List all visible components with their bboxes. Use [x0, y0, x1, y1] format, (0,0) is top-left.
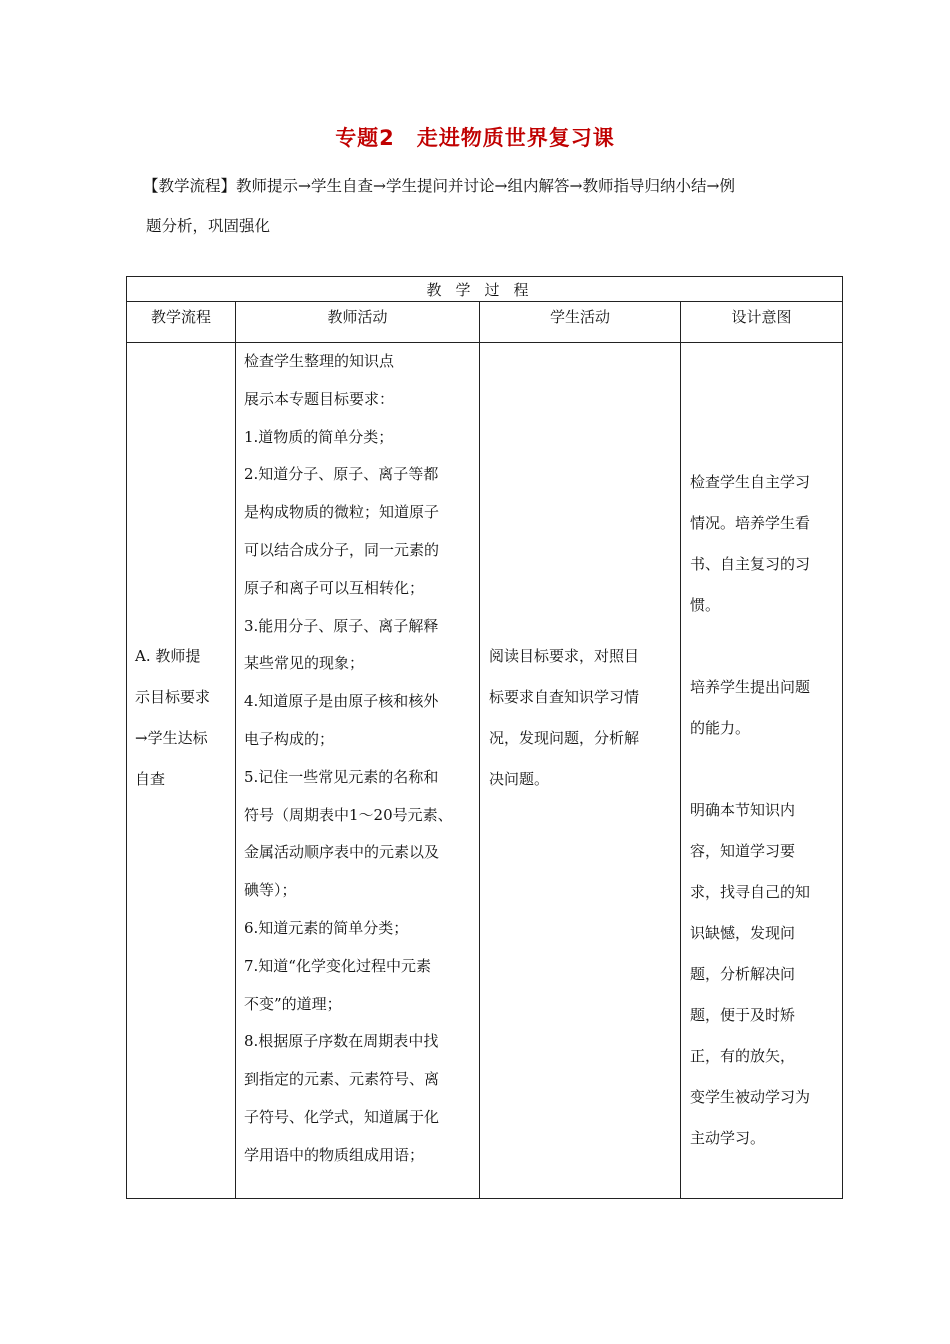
- cell-teacher: [236, 343, 480, 1199]
- text-line: 变学生被动学习为: [690, 1088, 811, 1106]
- text-line: 子符号、化学式，知道属于化: [244, 1107, 440, 1126]
- text-line: 识缺憾，发现问: [690, 924, 796, 942]
- text-line: 检查学生整理的知识点: [244, 352, 395, 370]
- text-line: 惯。: [690, 596, 721, 614]
- text-line: 自查: [135, 770, 166, 788]
- text-line: 3.能用分子、原子、离子解释: [244, 616, 439, 635]
- text-line: 金属活动顺序表中的元素以及: [244, 843, 440, 862]
- text-line: 主动学习。: [690, 1129, 766, 1147]
- text-line: 求，找寻自己的知: [690, 883, 811, 901]
- student-text: [480, 343, 680, 800]
- text-line: 的能力。: [690, 719, 751, 737]
- cell-flow: [127, 343, 236, 1199]
- text-line: 况，发现问题，分析解: [489, 729, 640, 747]
- text-line: 5.记住一些常见元素的名称和: [244, 767, 439, 786]
- text-line: 正，有的放矢，: [690, 1047, 796, 1065]
- cell-student: [480, 343, 681, 1199]
- cell-design: [681, 343, 843, 1199]
- text-line: 4.知道原子是由原子核和核外: [244, 692, 439, 711]
- teaching-flow-line-1: 【教学流程】教师提示→学生自查→学生提问并讨论→组内解答→教师指导归纳小结→例: [143, 177, 735, 195]
- text-line: 原子和离子可以互相转化；: [244, 578, 425, 597]
- text-line: 1.道物质的简单分类；: [244, 427, 394, 446]
- text-line: 培养学生提出问题: [690, 678, 811, 696]
- text-line: 到指定的元素、元素符号、离: [244, 1070, 440, 1089]
- text-line: A. 教师提: [135, 647, 201, 665]
- text-line: 电子构成的；: [244, 729, 335, 748]
- text-line: 6.知道元素的简单分类；: [244, 918, 409, 937]
- text-line: 示目标要求: [135, 688, 211, 706]
- text-line: 符号（周期表中1～20号元素、: [244, 805, 453, 824]
- column-header-design: 设计意图: [681, 302, 843, 343]
- column-header-flow: 教学流程: [127, 302, 236, 343]
- teaching-process-table: [126, 276, 843, 1199]
- page-title: 专题2 走进物质世界复习课: [335, 126, 615, 150]
- table-header: 教学过程: [127, 277, 843, 302]
- text-line: 标要求自查知识学习情: [489, 688, 640, 706]
- text-line: 8.根据原子序数在周期表中找: [244, 1032, 439, 1051]
- text-line: 书、自主复习的习: [690, 555, 811, 573]
- design-text: [681, 343, 842, 1159]
- column-header-teacher: 教师活动: [236, 302, 480, 343]
- text-line: 题，分析解决问: [690, 965, 796, 983]
- text-line: 7.知道“化学变化过程中元素: [244, 956, 431, 975]
- text-line: 2.知道分子、原子、离子等都: [244, 465, 439, 484]
- text-line: 情况。培养学生看: [690, 514, 811, 532]
- text-line: 阅读目标要求，对照目: [489, 647, 640, 665]
- flow-text: [127, 343, 235, 800]
- text-line: 题，便于及时矫: [690, 1006, 796, 1024]
- text-line: 检查学生自主学习: [690, 473, 811, 491]
- text-line: 碘等）；: [244, 881, 297, 900]
- text-line: 可以结合成分子，同一元素的: [244, 540, 440, 559]
- text-line: 不变”的道理；: [244, 994, 342, 1013]
- text-line: 某些常见的现象；: [244, 654, 365, 673]
- text-line: 是构成物质的微粒；知道原子: [244, 503, 440, 522]
- column-header-student: 学生活动: [480, 302, 681, 343]
- text-line: 容，知道学习要: [690, 842, 796, 860]
- text-line: 决问题。: [489, 770, 550, 788]
- teaching-flow-line-2: 题分析，巩固强化: [146, 217, 271, 235]
- text-line: 学用语中的物质组成用语；: [244, 1145, 425, 1164]
- text-line: 展示本专题目标要求：: [244, 389, 395, 408]
- teacher-text: [236, 343, 479, 1175]
- text-line: 明确本节知识内: [690, 801, 796, 819]
- text-line: →学生达标: [135, 729, 208, 747]
